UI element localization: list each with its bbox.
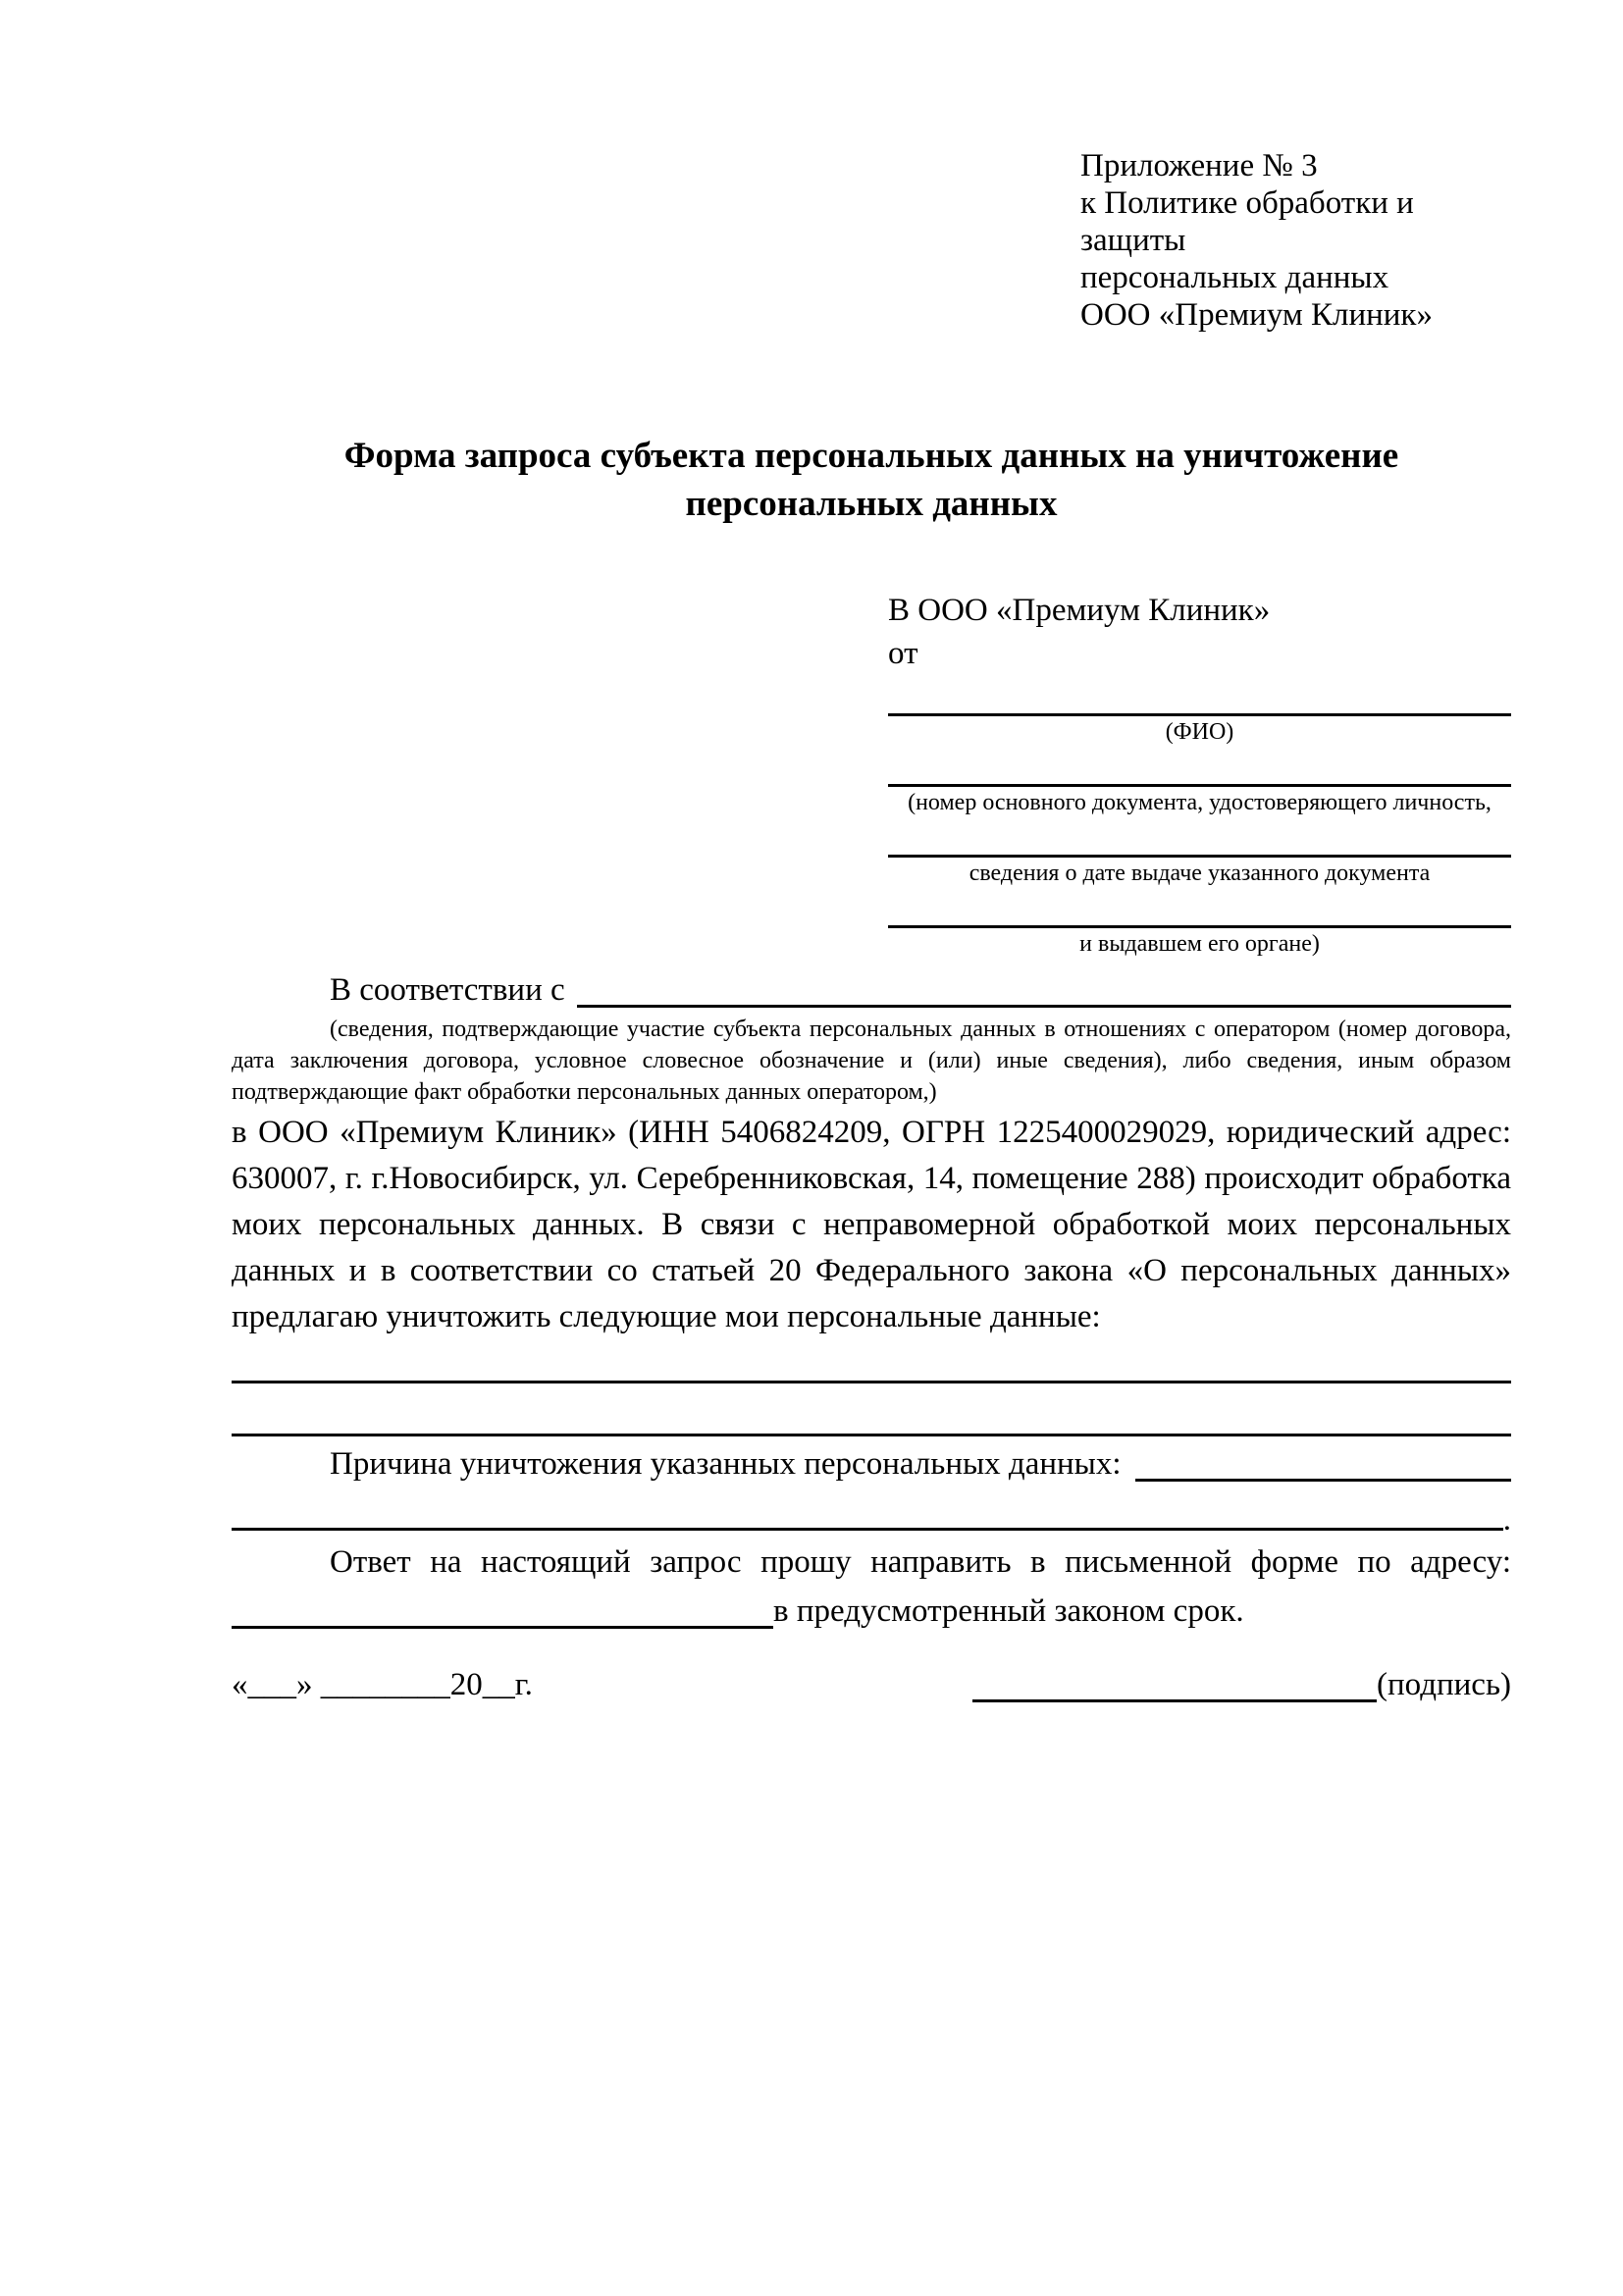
address-row <box>232 1586 1511 1635</box>
personal-data-blank-line-1[interactable] <box>232 1340 1511 1383</box>
signature-group <box>972 1662 1511 1708</box>
issuing-authority-field-line[interactable] <box>888 895 1511 928</box>
accordance-label: В соответствии с <box>330 972 565 1008</box>
issue-date-field <box>888 824 1511 887</box>
document-number-field-caption: (номер основного документа, удостоверяющего личность, <box>908 790 1492 815</box>
addressee-from-label: от <box>888 636 918 671</box>
document-title: Форма запроса субъекта персональных данных на уничтожение персональных данных <box>343 436 1399 524</box>
personal-data-blank-line-2[interactable] <box>232 1393 1511 1436</box>
document-number-field-line[interactable] <box>888 754 1511 787</box>
fio-field-line[interactable] <box>888 683 1511 716</box>
footer-row <box>232 1662 1511 1708</box>
accordance-row <box>232 967 1511 1014</box>
accordance-field-line[interactable] <box>577 1005 1511 1008</box>
fio-field-caption: (ФИО) <box>1165 719 1234 745</box>
reason-continuation-row <box>232 1487 1511 1537</box>
issuing-authority-field-caption: и выдавшем его органе) <box>1079 931 1320 957</box>
answer-sentence: Ответ на настоящий запрос прошу направить в письменной форме по адресу: <box>330 1544 1511 1580</box>
document-body <box>232 967 1511 1635</box>
issue-date-field-caption: сведения о дате выдаче указанного документа <box>969 861 1431 886</box>
addressee-block <box>888 589 1511 958</box>
appendix-header <box>1080 147 1511 334</box>
reason-row <box>232 1438 1511 1487</box>
appendix-header-line-2: к Политике обработки и защиты <box>1080 185 1414 258</box>
reason-label: Причина уничтожения указанных персональных данных: <box>330 1446 1122 1482</box>
issue-date-field-line[interactable] <box>888 824 1511 858</box>
main-paragraph: в ООО «Премиум Клиник» (ИНН 5406824209, ОГРН 1225400029029, юридический адрес: 630007, г. г.Новосибирск, ул. Серебренниковская, 14, помещение 288) происходит обработка моих персональных данных. В связи с неправомерной обработкой моих персональных данных и в соответствии со статьей 20 Федерального закона «О персональных данных» предлагаю уничтожить следующие мои персональные данные: <box>232 1115 1511 1334</box>
appendix-header-line-4: ООО «Премиум Клиник» <box>1080 297 1433 333</box>
issuing-authority-field <box>888 895 1511 958</box>
signature-caption: (подпись) <box>1377 1667 1511 1702</box>
document-number-field <box>888 754 1511 816</box>
addressee-to: В ООО «Премиум Клиник» <box>888 593 1271 628</box>
sentence-period: . <box>1502 1502 1511 1538</box>
date-field[interactable]: «___» ________20__г. <box>232 1667 533 1702</box>
address-field-line[interactable] <box>232 1626 773 1629</box>
answer-tail: в предусмотренный законом срок. <box>773 1593 1244 1629</box>
signature-field-line[interactable] <box>972 1699 1377 1702</box>
fine-print-note: (сведения, подтверждающие участие субъекта персональных данных в отношениях с оператором (номер договора, дата заключения договора, условное словесное обозначение и (или) иные сведения), либо сведения, иным образом подтверждающие факт обработки персональных данных оператором,) <box>232 1017 1511 1105</box>
appendix-header-line-1: Приложение № 3 <box>1080 148 1318 183</box>
fio-field <box>888 683 1511 746</box>
reason-field-line-2[interactable] <box>232 1528 1503 1531</box>
appendix-header-line-3: персональных данных <box>1080 260 1389 295</box>
reason-field-line[interactable] <box>1135 1479 1511 1482</box>
